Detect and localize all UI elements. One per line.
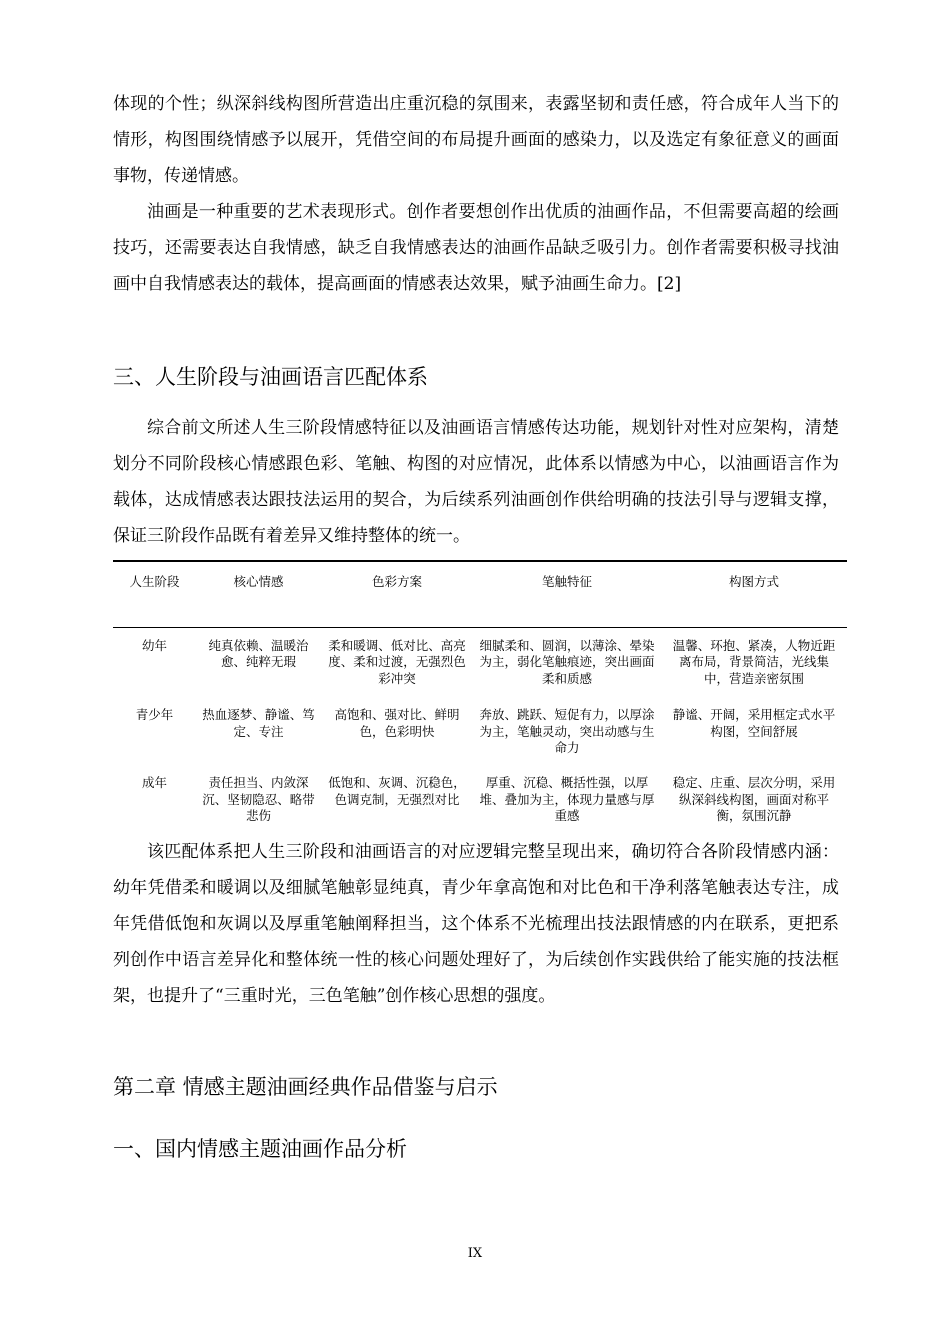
cell-stage: 成年 [141, 775, 167, 790]
paragraph-matching-summary: 该匹配体系把人生三阶段和油画语言的对应逻辑完整呈现出来，确切符合各阶段情感内涵：幼年凭借柔和暖调以及细腻笔触彰显纯真，青少年拿高饱和对比色和干净利落笔触表达专注，成年凭借低饱和灰调以及厚重笔触阐释担当，这个体系不光梳理出技法跟情感的内在联系，更把系列创作中语言差异化和整体统一性的核心问题处理好了，为后续创作实践供给了能实施的技法框架，也提升了“三重时光，三色笔触”创作核心思想的强度。 [113, 842, 839, 1006]
cell-brush: 厚重、沉稳、概括性强，以厚堆、叠加为主，体现力量感与厚重感 [479, 775, 655, 823]
header-emotion: 核心情感 [233, 574, 284, 589]
life-stage-matching-table [113, 560, 847, 831]
header-stage: 人生阶段 [129, 574, 180, 589]
cell-composition: 稳定、庄重、层次分明，采用纵深斜线构图，画面对称平衡，氛围沉静 [672, 775, 836, 823]
table-header-row [113, 561, 847, 627]
cell-color: 柔和暖调、低对比、高亮度、柔和过渡，无强烈色彩冲突 [328, 637, 466, 686]
cell-composition: 温馨、环抱、紧凑，人物近距离布局，背景简洁，光线集中，营造亲密氛围 [672, 637, 836, 686]
table-row [113, 627, 847, 695]
cell-brush: 奔放、跳跃、短促有力，以厚涂为主，笔触灵动，突出动感与生命力 [479, 707, 655, 755]
cell-brush: 细腻柔和、圆润，以薄涂、晕染为主，弱化笔触痕迹，突出画面柔和质感 [479, 637, 655, 686]
table-row [113, 695, 847, 763]
table-row [113, 763, 847, 831]
cell-color: 高饱和、强对比、鲜明色，色彩明快 [334, 707, 460, 739]
cell-composition: 静谧、开阔，采用框定式水平构图，空间舒展 [672, 707, 836, 739]
section-heading-domestic-works: 一、国内情感主题油画作品分析 [113, 1137, 407, 1161]
paragraph-composition-adult: 体现的个性；纵深斜线构图所营造出庄重沉稳的氛围来，表露坚韧和责任感，符合成年人当下的情形，构图围绕情感予以展开，凭借空间的布局提升画面的感染力，以及选定有象征意义的画面事物，传递情感。 [113, 94, 839, 186]
section-heading-matching-system: 三、人生阶段与油画语言匹配体系 [113, 365, 428, 389]
header-composition: 构图方式 [728, 574, 779, 589]
cell-stage: 青少年 [135, 707, 174, 722]
cell-stage: 幼年 [141, 637, 167, 653]
header-color: 色彩方案 [371, 574, 422, 589]
cell-emotion: 热血逐梦、静谧、笃定、专注 [202, 707, 315, 739]
cell-color: 低饱和、灰调、沉稳色，色调克制，无强烈对比 [328, 775, 466, 807]
matching-table-container [113, 560, 847, 831]
cell-emotion: 责任担当、内敛深沉、坚韧隐忍、略带悲伤 [202, 775, 315, 823]
chapter-heading-classic-works: 第二章 情感主题油画经典作品借鉴与启示 [113, 1075, 498, 1099]
header-brush: 笔触特征 [541, 574, 592, 589]
paragraph-matching-intro: 综合前文所述人生三阶段情感特征以及油画语言情感传达功能，规划针对性对应架构，清楚划分不同阶段核心情感跟色彩、笔触、构图的对应情况，此体系以情感为中心，以油画语言作为载体，达成情感表达跟技法运用的契合，为后续系列油画创作供给明确的技法引导与逻辑支撑，保证三阶段作品既有着差异又维持整体的统一。 [113, 418, 839, 546]
page-number: IX [467, 1246, 483, 1261]
cell-emotion: 纯真依赖、温暖治愈、纯粹无瑕 [208, 637, 309, 669]
paragraph-oil-painting-expression: 油画是一种重要的艺术表现形式。创作者要想创作出优质的油画作品，不但需要高超的绘画技巧，还需要表达自我情感，缺乏自我情感表达的油画作品缺乏吸引力。创作者需要积极寻找油画中自我情感表达的载体，提高画面的情感表达效果，赋予油画生命力。[2] [113, 202, 839, 294]
